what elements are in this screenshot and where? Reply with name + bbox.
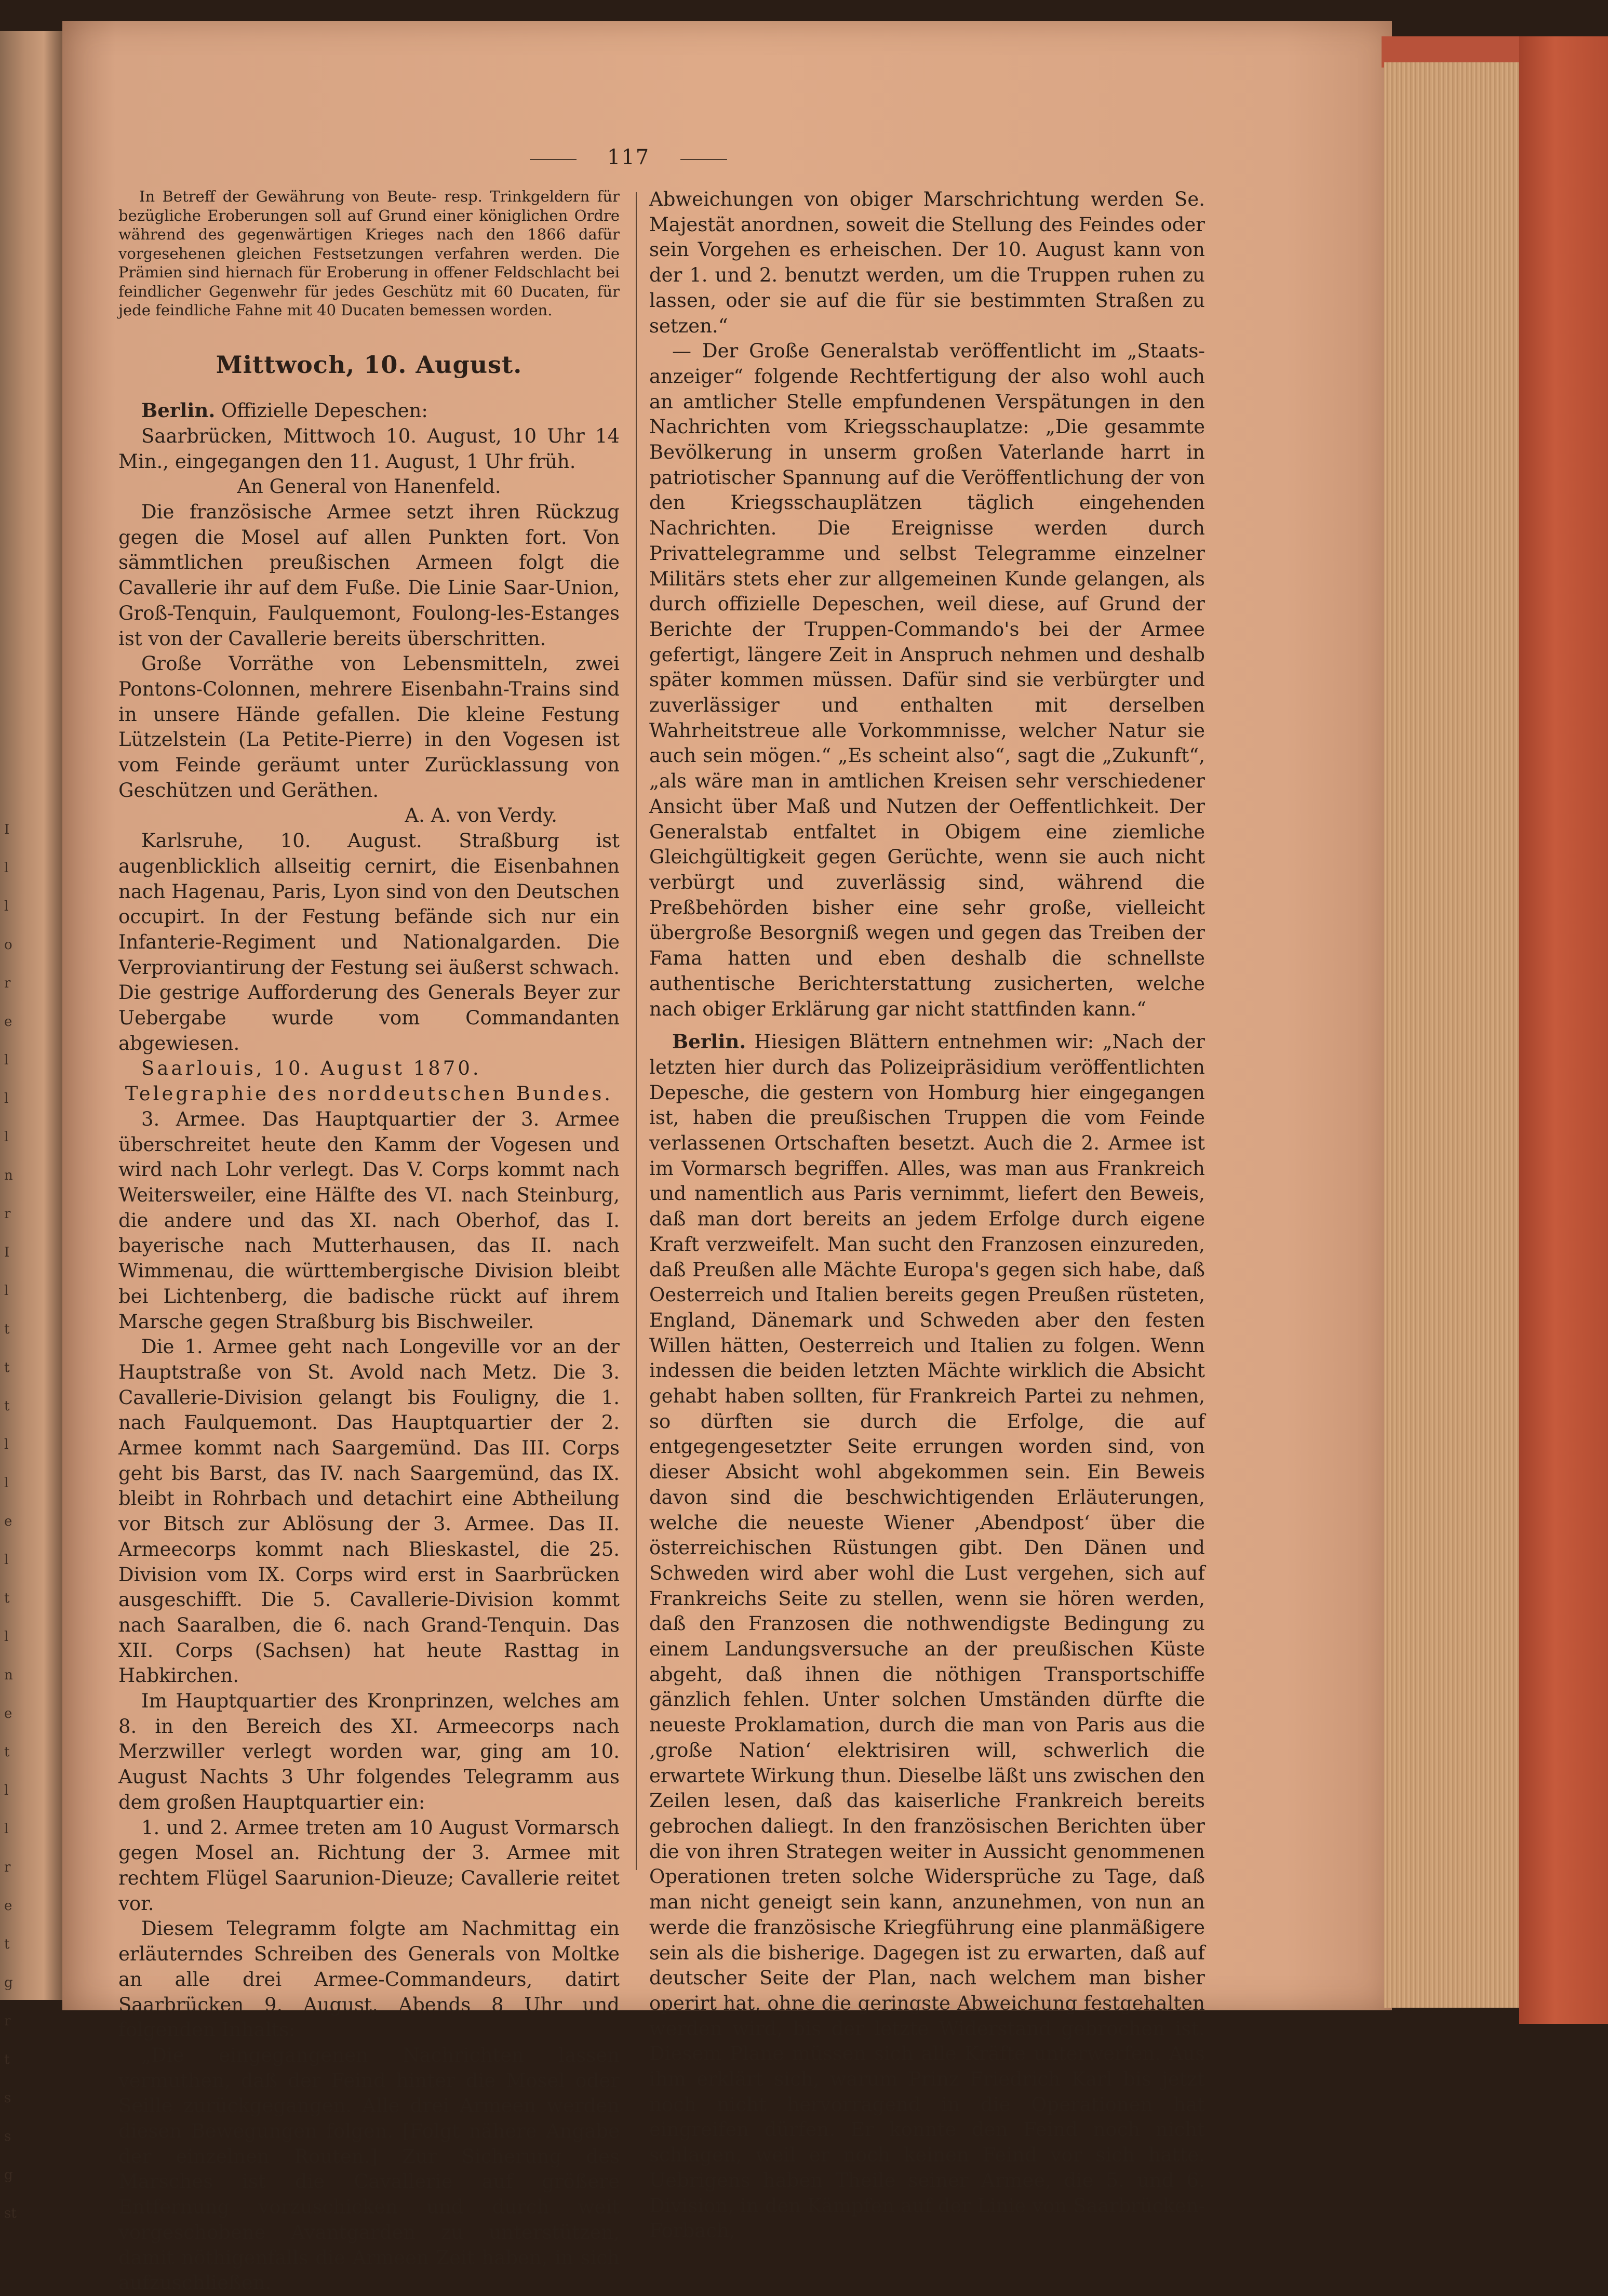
gutter-char: g — [4, 2167, 13, 2183]
gutter-char: l — [4, 899, 9, 914]
gutter-char: t — [4, 1591, 10, 1606]
gutter-char: n — [4, 1667, 13, 1683]
book-cover-red — [1519, 36, 1608, 2024]
gutter-char: t — [4, 1321, 10, 1337]
gutter-char: t — [4, 1937, 10, 1952]
dispatch1-paragraph-2: Große Vorräthe von Lebensmitteln, zwei Pontons-Colonnen, mehrere Eisenbahn-Trains sind in unsere Hände gefallen. Die kleine Festung Lützelstein (La Petite-Pierre) in den Vogesen ist vom Feinde geräumt unter Zurücklassung von Geschützen und Geräthen. — [118, 652, 620, 802]
gutter-char: l — [4, 1283, 9, 1299]
gutter-char: l — [4, 860, 9, 876]
gutter-char: r — [4, 976, 11, 991]
column-divider — [636, 192, 637, 1870]
berlin2-text: Hiesigen Blättern entnehmen wir: „Nach der letzten hier durch das Polizeipräsidium veröffentlichten Depesche, die gestern von Homburg hier eingegangen ist, haben die preußischen Truppen die vom Feinde verlassenen Ortschaften besetzt. Auch die 2. Armee ist im Vormarsch begriffen. Alles, was man aus Frankreich und namentlich aus Paris vernimmt, liefert den Beweis, daß man dort bereits an jedem Erfolge durch eigene Kraft verzweifelt. Man sucht den Franzosen einzureden, daß Preußen alle Mächte Europa's gegen sich habe, daß Oesterreich und Italien bereits gegen Preußen rüsteten, England, Dänemark und Schweden aber den festen Willen hätten, Oesterreich und Italien zu folgen. Wenn indessen die beiden letzten Mächte wirklich die Absicht gehabt haben sollten, für Frankreich Partei zu nehmen, so dürften sie durch die Erfolge, die auf entgegengesetzter Seite errungen worden sind, von dieser Absicht wohl abgekommen sein. Ein Beweis davon sind die beschwichtigenden Erläuterungen, welche die neueste Wiener ‚Abendpost‘ über die österreichischen Rüstungen gibt. Den Dänen und Schweden wird aber wohl die Lust vergehen, sich auf Frankreichs Seite zu stellen, wenn sie hören werden, daß den Franzosen die nothwendigste Bedingung zu einem Landungsversuche an der preußischen Küste abgeht, daß ihnen die nöthigen Transportschiffe gänzlich fehlen. Unter solchen Umständen dürfte die neueste Proklamation, durch die man von Paris aus die ‚große Nation‘ elektrisiren will, schwerlich die erwartete Wirkung thun. Dieselbe läßt uns zwischen den Zeilen lesen, daß das kaiserliche Frankreich bereits gebrochen daliegt. In den französischen Berichten über die von ihren Strategen weiter in Aussicht genommenen Operationen treten solche Widersprüche zu Tage, daß man nicht geneigt sein kann, anzunehmen, von nun an werde die französische Kriegführung eine planmäßigere sein als die bisherige. Dagegen ist zu erwarten, daß auf deutscher Seite der Plan, nach welchem man bisher operirt hat, ohne die geringste Abweichung festgehalten werden wird, bis der letzte Widerstand gebrochen ist. Diesem Plane müssen sich alle Kräfte unterwerfen. Aus ihm erklärt sich, warum Prinz Friedrich Karl bis jetzt noch nicht hervorragend in die Operationen hat eingreifen dürfen. Er konnte den Feind noch nicht schlagen, weil er noch keinen Feind vor sich hatte. Uebrigens haben Theile seiner Armee, die 5. und 6. Division, in den Kämpfen auf der Linie von Saarbrücken-Forbach, — [649, 1031, 1205, 2242]
berlin2-label: Berlin. — [672, 1030, 746, 1053]
gutter-char: e — [4, 1014, 12, 1030]
gutter-char: g — [4, 1975, 13, 1991]
saarlouis-title: Telegraphie des norddeutschen Bundes. — [125, 1083, 613, 1105]
spacer — [649, 1022, 1205, 1029]
berlin-label: Berlin. — [141, 399, 216, 422]
crown-prince-report: Im Hauptquartier des Kronprinzen, welches am 8. in den Bereich des XI. Armeecorps nach Merzwiller verlegt worden war, ging am 10. August Nachts 3 Uhr folgendes Telegramm aus dem großen Hauptquartier ein: — [118, 1690, 620, 1813]
gutter-char: l — [4, 1821, 9, 1837]
moltke-report: Diesem Telegramm folgte am Nachmittag ein erläuterndes Schreiben des Generals von Moltke an alle drei Armee-Commandeurs, datirt Saarbrücken 9. August, Abends 8 Uhr und folgenden Inhalts: — [118, 1917, 620, 2041]
army1-report: Die 1. Armee geht nach Longeville vor an der Hauptstraße von St. Avold nach Metz. Die 3. Cavallerie-Division gelangt bis Fouligny, die 1. nach Faulquemont. Das Hauptquartier der 2. Armee kommt nach Saargemünd. Das III. Corps geht bis Barst, das IV. nach Saargemünd, das IX. bleibt in Rohrbach und detachirt eine Abtheilung vor Bitsch zur Ablösung der 3. Armee. Das II. Armeecorps kommt nach Blieskastel, die 25. Division vom IX. Corps wird erst in Saarbrücken ausgeschifft. Die 5. Cavallerie-Division kommt nach Saaralben, die 6. nach Grand-Tenquin. Das XII. Corps (Sachsen) hat heute Rasttag in Habkirchen. — [118, 1336, 620, 1687]
gutter-characters — [4, 810, 20, 2233]
gutter-char: e — [4, 1514, 12, 1529]
berlin-text: Offizielle Depeschen: — [221, 399, 428, 422]
right-column — [649, 187, 1205, 2244]
gutter-char: t — [4, 1360, 10, 1376]
gutter-char: l — [4, 1437, 9, 1452]
army3-report: 3. Armee. Das Hauptquartier der 3. Armee überschreitet heute den Kamm der Vogesen und wird nach Lohr verlegt. Das V. Corps kommt nach Weitersweiler, eine Hälfte des VI. nach Steinburg, die andere und das XI. nach Oberhof, das I. bayerische nach Mutterhausen, das II. nach Wimmenau, die württembergische Division bleibt bei Lichtenberg, die badische rückt auf ihrem Marsche gegen Straßburg bis Bischweiler. — [118, 1107, 620, 1333]
gutter-char: t — [4, 2052, 10, 2067]
gutter-char: r — [4, 1860, 11, 1875]
gutter-char: l — [4, 1052, 9, 1068]
saarlouis-line: Saarlouis, 10. August 1870. — [141, 1057, 481, 1080]
gutter-char: l — [4, 1552, 9, 1568]
gutter-char: r — [4, 2013, 11, 2029]
gutter-char: I — [4, 822, 10, 837]
page-number: 117 — [551, 145, 706, 169]
gutter-char: l — [4, 1629, 9, 1645]
gutter-char: l — [4, 1091, 9, 1106]
dispatch1-addressee: An General von Hanenfeld. — [237, 475, 501, 498]
dispatch1-signature: A. A. von Verdy. — [405, 804, 557, 827]
gutter-char: s — [4, 2090, 11, 2106]
gutter-char: I — [4, 1245, 10, 1260]
date-heading: Mittwoch, 10. August. — [216, 350, 522, 379]
previous-page-edge — [0, 31, 62, 2221]
intro-note-text: In Betreff der Gewährung von Beute- resp. Trinkgeldern für bezügliche Eroberungen soll auf Grund einer königlichen Ordre während des gegenwärtigen Krieges nach den 1866 dafür vorgesehenen gleichen Festsetzungen verfahren werden. Die Prämien sind hiernach für Eroberung in offener Feldschlacht bei feindlicher Gegenwehr für jedes Geschütz mit 60 Ducaten, für jede feindliche Fahne mit 40 Ducaten bemessen worden. — [118, 188, 620, 319]
gutter-char: s — [4, 2129, 11, 2144]
gutter-char: l — [4, 1783, 9, 1798]
left-column — [118, 187, 620, 2296]
gutter-char: o — [4, 937, 12, 953]
gutter-char: r — [4, 1206, 11, 1222]
gutter-char: e — [4, 1898, 12, 1914]
gutter-char: t — [4, 1398, 10, 1414]
gutter-char: e — [4, 1706, 12, 1721]
gutter-char: t — [4, 1744, 10, 1760]
page-block-edges — [1384, 62, 1524, 2008]
moltke-quote: „Die eingegangenen Nachrichten lassen vermuthen, daß der Feind hinter die Mosel oder Seille zurückgegangen. Alle drei Armeen werden diesen Bewegungen folgen. [Folgt nähere Angabe der einzelnen Routen.] Zur Sicherung des Marsches ist die Cavallerie auf größere Entfernung vorzuschicken und durch weit vorgeschobene Avantgarden zu unterstützen, damit nöthigenfalls die Armeen Zeit haben, in sich aufzuschließen. — [118, 2044, 620, 2294]
dispatch1-line: Saarbrücken, Mittwoch 10. August, 10 Uhr 14 Min., eingegangen den 11. August, 1 Uhr früh. — [118, 424, 620, 473]
gutter-char: l — [4, 1129, 9, 1145]
gutter-char: n — [4, 1168, 13, 1183]
gutter-char: st — [4, 2206, 17, 2221]
berlin-intro — [118, 398, 620, 424]
karlsruhe-report: Karlsruhe, 10. August. Straßburg ist augenblicklich allseitig cernirt, die Eisenbahnen nach Hagenau, Paris, Lyon sind von den Deutschen occupirt. In der Festung befände sich nur ein Infanterie-Regiment und Nationalgarden. Die Verproviantirung der Festung sei äußerst schwach. Die gestrige Aufforderung des Generals Beyer zur Uebergabe wurde vom Commandanten abgewiesen. — [118, 830, 620, 1054]
dispatch1-paragraph-1: Die französische Armee setzt ihren Rückzug gegen die Mosel auf allen Punkten fort. Von sämmtlichen preußischen Armeen folgt die Cavallerie ihr auf dem Fuße. Die Linie Saar-Union, Groß-Tenquin, Faulquemont, Foulong-les-Estanges ist von der Cavallerie bereits überschritten. — [118, 501, 620, 650]
telegram-text: 1. und 2. Armee treten am 10 August Vormarsch gegen Mosel an. Richtung der 3. Armee mit rechtem Flügel Saarunion-Dieuze; Cavallerie reitet vor. — [118, 1816, 620, 1915]
quote-continuation: Abweichungen von obiger Marschrichtung werden Se. Majestät anordnen, soweit die Stellung des Feindes oder sein Vorgehen es erheischen. Der 10. August kann von der 1. und 2. benutzt werden, um die Truppen ruhen zu lassen, oder sie auf die für sie bestimmten Straßen zu setzen.“ — [649, 188, 1205, 337]
berlin2-report — [649, 1029, 1205, 2244]
intro-note — [118, 187, 620, 320]
gutter-char: l — [4, 1475, 9, 1491]
general-staff-report: — Der Große Generalstab veröffentlicht im „Staats-anzeiger“ folgende Rechtfertigung der also wohl auch an amtlicher Stelle empfundenen Verspätungen in den Nachrichten vom Kriegsschauplatze: „Die gesammte Bevölkerung in unserm großen Vaterlande harrt in patriotischer Spannung auf die Veröffentlichung der von den Kriegsschauplätzen täglich eingehenden Nachrichten. Die Ereignisse werden durch Privattelegramme und selbst Telegramme einzelner Militärs stets eher zur allgemeinen Kunde gelangen, als durch offizielle Depeschen, weil diese, auf Grund der Berichte der Truppen-Commando's bei der Armee gefertigt, längere Zeit in Anspruch nehmen und deshalb später kommen müssen. Dafür sind sie verbürgter und zuverlässiger und enthalten mit derselben Wahrheitstreue alle Vorkommnisse, welcher Natur sie auch sein mögen.“ „Es scheint also“, sagt die „Zukunft“, „als wäre man in amtlichen Kreisen sehr verschiedener Ansicht über Maß und Nutzen der Oeffentlichkeit. Der Generalstab entfaltet in Obigem eine ziemliche Gleichgültigkeit gegen Gerüchte, wenn sie auch nicht verbürgt und zuverlässig sind, während die Preßbehörden bisher eine sehr große, vielleicht übergroße Besorgniß wegen und gegen das Treiben der Fama hatten und eben deshalb die schnellste authentische Berichterstattung zusicherten, welche nach obiger Erklärung gar nicht stattfinden kann.“ — [649, 340, 1205, 1020]
